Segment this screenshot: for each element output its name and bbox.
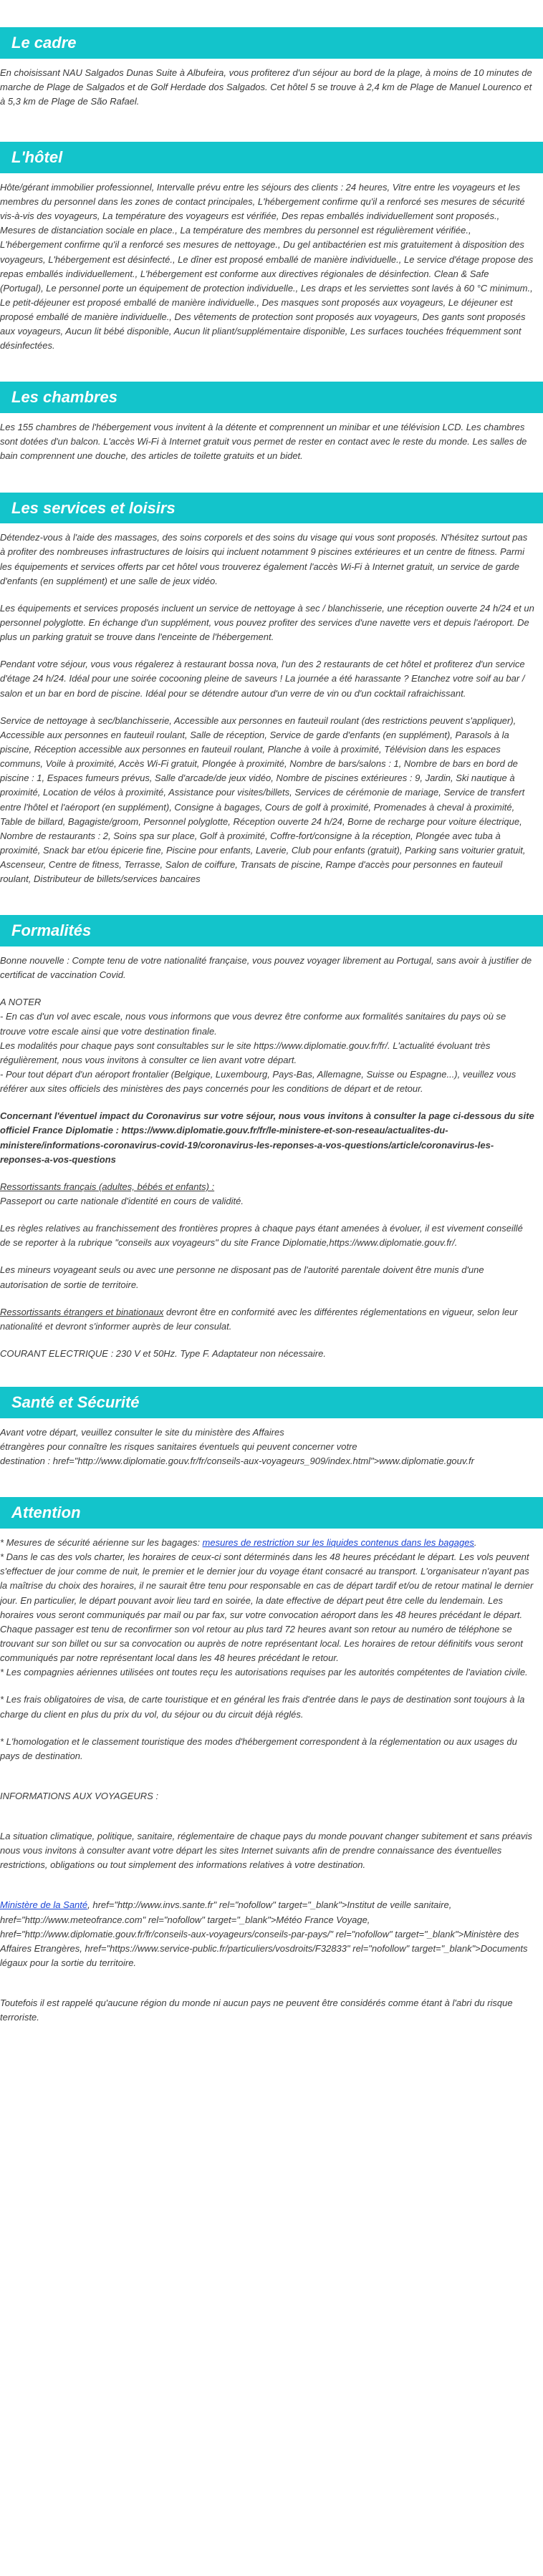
section-title-services: Les services et loisirs bbox=[0, 493, 543, 524]
cadre-content bbox=[0, 59, 543, 109]
info-voyageurs-block bbox=[0, 1829, 534, 1872]
services-para-4: Service de nettoyage à sec/blanchisserie, Accessible aux personnes en fauteuil roulant (des restrictions peuvent s'appliquer), Accessible aux personnes en fauteuil roulant, Salle de réception, Service de garde d'enfants (en supplément), Parasols à la piscine, Réception accessible aux personnes en fauteuil roulant, Planche à voile à proximité, Télévision dans les espaces communs, Voile à proximité, Accès Wi-Fi gratuit, Plongée à proximité, Nombre de bars/salons : 1, Nombre de bars en bord de piscine : 1, Espaces fumeurs prévus, Salle d'arcade/de jeux vidéo, Nombre de piscines extérieures : 9, Jardin, Ski nautique à proximité, Location de vélos à proximité, Assistance pour visites/billets, Services de cérémonie de mariage, Service de transfert entre l'hôtel et l'aéroport (en supplément), Consigne à bagages, Cours de golf à proximité, Promenades à cheval à proximité, Table de billard, Bagagiste/groom, Personnel polyglotte, Réception ouverte 24 h/24, Borne de recharge pour voiture électrique, Nombre de restaurants : 2, Soins spa sur place, Golf à proximité, Coffre-fort/consigne à la réception, Plongée avec tuba à proximité, Snack bar et/ou épicerie fine, Piscine pour enfants, Laverie, Club pour enfants (gratuit), Parking sans voiturier gratuit, Ascenseur, Centre de fitness, Terrasse, Salon de coiffure, Transats de piscine, Rampe d'accès pour personnes en fauteuil roulant, Distributeur de billets/services bancaires bbox=[0, 715, 526, 885]
ressortissants-fr-text: Passeport ou carte nationale d'identité en cours de validité. bbox=[0, 1196, 244, 1207]
ressortissants-etr-title: Ressortissants étrangers et binationaux bbox=[0, 1306, 164, 1317]
terrorisme-notice: Toutefois il est rappelé qu'aucune région du monde ni aucun pays ne peuvent être considérés comme étant à l'abri du risque terroriste. bbox=[0, 1998, 513, 2023]
section-title-chambres: Les chambres bbox=[0, 382, 543, 413]
anoter-line-1: - En cas d'un vol avec escale, nous vous informons que vous devrez être conforme aux formalités sanitaires du pays où se trouve votre escale ainsi que votre destination finale. bbox=[0, 1011, 506, 1037]
ministere-sante-link[interactable]: Ministère de la Santé bbox=[0, 1899, 88, 1911]
hotel-content bbox=[0, 173, 543, 354]
section-hotel bbox=[0, 142, 543, 353]
homologation-notice: * L'homologation et le classement touristique des modes d'hébergement correspondent à la réglementation ou aux usages du pays de destination. bbox=[0, 1735, 517, 1761]
section-title-attention: Attention bbox=[0, 1497, 543, 1529]
formalites-content bbox=[0, 946, 543, 1361]
ressortissants-etr-text: devront être en conformité avec les différentes réglementations en vigueur, selon leur nationalité et devront s'informer auprès de leur consulat. bbox=[0, 1306, 518, 1332]
spacer bbox=[0, 1816, 534, 1829]
services-para-2: Les équipements et services proposés incluent un service de nettoyage à sec / blanchisserie, une réception ouverte 24 h/24 et un personnel polyglotte. En échange d'un supplément, vous pouvez profiter des services d'une navette vers et depuis l'aéroport. De plus un parking gratuit se trouve dans l'enceinte de l'hébergement. bbox=[0, 602, 534, 643]
bagages-notice bbox=[0, 1536, 534, 1550]
anoter-block bbox=[0, 995, 534, 1096]
coronavirus-notice: Concernant l'éventuel impact du Coronavirus sur votre séjour, nous vous invitons à consulter la page ci-dessous du site officiel France Diplomatie : https://www.diplomatie.gouv.fr/fr/le-ministere-et-son-reseau/actualites-du-ministere/informations-coronavirus-covid-19/coronavirus-les-reponses-a-vos-questions/article/coronavirus-les-reponses-a-vos-questions bbox=[0, 1110, 534, 1165]
services-para-1: Détendez-vous à l'aide des massages, des soins corporels et des soins du visage qui vous sont proposés. N'hésitez surtout pas à profiter des nombreuses infrastructures de loisirs qui incluent notamment 9 piscines extérieures et un centre de fitness. Parmi les équipements et services offerts par cet hôtel vous trouverez également l'accès Wi-Fi à Internet gratuit, un service de garde d'enfants (en supplément) et une salle de jeux vidéo. bbox=[0, 532, 528, 586]
section-services bbox=[0, 493, 543, 887]
section-chambres bbox=[0, 382, 543, 463]
cadre-text: En choisissant NAU Salgados Dunas Suite à Albufeira, vous profiterez d'un séjour au bord de la plage, à moins de 10 minutes de marche de Plage de Salgados et de Golf Herdade dos Salgados. Cet hôtel 5 se trouve à 2,4 km de Plage de Manuel Lourenco et à 5,3 km de Plage de São Rafael. bbox=[0, 67, 532, 107]
section-title-cadre: Le cadre bbox=[0, 27, 543, 59]
liquids-restriction-link[interactable]: mesures de restriction sur les liquides contenus dans les bagages bbox=[202, 1536, 474, 1548]
chambres-text: Les 155 chambres de l'hébergement vous invitent à la détente et comprennent un minibar et une télévision LCD. Les chambres sont dotées d'un balcon. L'accès Wi-Fi à Internet gratuit vous permet de rester en contact avec le reste du monde. Les salles de bain comprennent une douche, des articles de toilette gratuits et un bidet. bbox=[0, 422, 527, 462]
section-formalites bbox=[0, 915, 543, 1361]
sante-content bbox=[0, 1418, 543, 1468]
info-voyageurs-line-2: nous vous invitons à consulter avant votre départ les sites Internet suivants afin de prendre connaissance des éventuelles restrictions, obligations ou tout simplement des informations relatives à votre destination. bbox=[0, 1845, 502, 1871]
bagages-suffix: . bbox=[474, 1536, 477, 1548]
mineurs-notice: Les mineurs voyageant seuls ou avec une personne ne disposant pas de l'autorité parentale doivent être munis d'une autorisation de sortie de territoire. bbox=[0, 1264, 484, 1290]
section-attention bbox=[0, 1497, 543, 2025]
formalites-good-news: Bonne nouvelle : Compte tenu de votre nationalité française, vous pouvez voyager librement au Portugal, sans avoir à justifier de certificat de vaccination Covid. bbox=[0, 955, 532, 981]
sante-line-1: Avant votre départ, veuillez consulter le site du ministère des Affaires bbox=[0, 1426, 284, 1438]
section-title-formalites: Formalités bbox=[0, 915, 543, 946]
visa-notice: * Les frais obligatoires de visa, de carte touristique et en général les frais d'entrée dans le pays de destination sont toujours à la charge du client en plus du prix du vol, du séjour ou du circuit déjà réglés. bbox=[0, 1694, 525, 1720]
chambres-content bbox=[0, 413, 543, 463]
info-voyageurs-line-1: La situation climatique, politique, sanitaire, réglementaire de chaque pays du monde pouvant changer subitement et sans préavis bbox=[0, 1831, 532, 1842]
ressortissants-fr-title: Ressortissants français (adultes, bébés et enfants) : bbox=[0, 1181, 215, 1192]
anoter-line-2: Les modalités pour chaque pays sont consultables sur le site https://www.diplomatie.gouv.fr/fr/. L'actualité évoluant très régulièrement, nous vous invitons à consulter ce lien avant votre départ. bbox=[0, 1040, 491, 1065]
regles-frontieres: Les règles relatives au franchissement des frontières propres à chaque pays étant amenées à évoluer, il est vivement conseillé de se reporter à la rubrique "conseils aux voyageurs" du site France Diplomatie,https://www.diplomatie.gouv.fr/. bbox=[0, 1223, 523, 1249]
spacer bbox=[0, 1983, 534, 1996]
ministere-sante-rest: , href="http://www.invs.sante.fr" rel="nofollow" target="_blank">Institut de veille sanitaire, href="http://www.meteofrance.com" rel="nofollow" target="_blank">Météo France Voyage, href="http://www.diplomatie.gouv.fr/fr/conseils-aux-voyageurs/conseils-par-pays/" rel="nofollow" target="_blank">Ministère des Affaires Etrangères, href="https://www.service-public.fr/particuliers/vosdroits/F32833" rel="nofollow" target="_blank">Documents légaux pour la sortie du territoire. bbox=[0, 1899, 528, 1969]
anoter-line-3: - Pour tout départ d'un aéroport frontalier (Belgique, Luxembourg, Pays-Bas, Allemagne, Suisse ou Espagne...), veuillez vous référer aux sites officiels des ministères des pays concernés pour les conditions de départ et de retour. bbox=[0, 1069, 516, 1095]
section-sante bbox=[0, 1387, 543, 1468]
compagnies-notice: * Les compagnies aériennes utilisées ont toutes reçu les autorisations requises par les autorités compétentes de l'aviation civile. bbox=[0, 1667, 528, 1678]
info-voyageurs-title: INFORMATIONS AUX VOYAGEURS : bbox=[0, 1790, 159, 1801]
courant-electrique: COURANT ELECTRIQUE : 230 V et 50Hz. Type F. Adaptateur non nécessaire. bbox=[0, 1348, 326, 1360]
ressortissants-etr bbox=[0, 1305, 534, 1334]
attention-content bbox=[0, 1529, 543, 2025]
services-content bbox=[0, 523, 543, 886]
spacer bbox=[0, 1776, 534, 1789]
attention-block-1 bbox=[0, 1536, 534, 1680]
ressortissants-fr-block bbox=[0, 1180, 534, 1209]
services-para-3: Pendant votre séjour, vous vous régalerez à restaurant bossa nova, l'un des 2 restaurants de cet hôtel et profiterez d'un service d'étage 24 h/24. Idéal pour une soirée cocooning pleine de saveurs ! La journée a été harassante ? Etanchez votre soif au bar / salon et un bar en bord de piscine. Idéal pour se détendre autour d'un verre de vin ou d'un cocktail rafraichissant. bbox=[0, 659, 525, 699]
anoter-title: A NOTER bbox=[0, 997, 42, 1008]
hotel-text: Hôte/gérant immobilier professionnel, Intervalle prévu entre les séjours des clients : 24 heures, Vitre entre les voyageurs et les membres du personnel dans les zones de contact principales, L'hébergement confirme qu'il a renforcé ses mesures de sécurité vis-à-vis des voyageurs, La température des voyageurs est vérifiée, Des repas emballés individuellement sont proposés., Mesures de distanciation sociale en place., La température des membres du personnel est régulièrement vérifiée., L'hébergement confirme qu'il a renforcé ses mesures de nettoyage., Du gel antibactérien est mis gratuitement à disposition des voyageurs, L'hébergement est désinfecté., Le dîner est proposé emballé de manière individuelle., Le service d'étage propose des repas emballés individuellement., L'hébergement est conforme aux directives régionales de désinfection. Clean & Safe (Portugal), Le personnel porte un équipement de protection individuelle., Les draps et les serviettes sont lavés à 60 °C minimum., Le petit-déjeuner est proposé emballé de manière individuelle., Des masques sont proposés aux voyageurs, Le déjeuner est proposé emballé de manière individuelle., Des vêtements de protection sont proposés aux voyageurs, Des gants sont proposés aux voyageurs, Aucun lit bébé disponible, Aucun lit pliant/supplémentaire disponible, Les surfaces touchées fréquemment sont désinfectées. bbox=[0, 181, 534, 352]
section-title-hotel: L'hôtel bbox=[0, 142, 543, 173]
ministere-sante-block bbox=[0, 1898, 534, 1970]
section-title-sante: Santé et Sécurité bbox=[0, 1387, 543, 1418]
bagages-prefix: * Mesures de sécurité aérienne sur les bagages: bbox=[0, 1536, 203, 1548]
spacer bbox=[0, 1885, 534, 1898]
page bbox=[0, 27, 543, 2025]
sante-line-2: étrangères pour connaître les risques sanitaires éventuels qui peuvent concerner votre bbox=[0, 1440, 357, 1452]
sante-line-3: destination : href="http://www.diplomatie.gouv.fr/fr/conseils-aux-voyageurs_909/index.html">www.diplomatie.gouv.fr bbox=[0, 1456, 474, 1467]
section-cadre bbox=[0, 27, 543, 109]
charter-notice: * Dans le cas des vols charter, les horaires de ceux-ci sont déterminés dans les 48 heures précédant le départ. Les vols peuvent s'effectuer de jour comme de nuit, le premier et le dernier jour du voyage étant consacré au transport. L'organisateur n'ayant pas la maîtrise du choix des horaires, il ne saurait être tenu pour responsable en cas de départ tardif et/ou de retour matinal le dernier jour. En particulier, le départ pouvant avoir lieu tard en soirée, la date effective de départ peut être celle du lendemain. Les horaires vous seront communiqués par mail ou par fax, sur votre convocation aéroport dans les 48 heures précédant le départ. Chaque passager est tenu de reconfirmer son vol retour au plus tard 72 heures avant son retour au numéro de téléphone se trouvant sur son billet ou sur sa convocation ou auprès de notre représentant local. Les horaires de retour définitifs vous seront communiqués par notre représentant local dans les 48 heures précédant le retour. bbox=[0, 1551, 534, 1664]
